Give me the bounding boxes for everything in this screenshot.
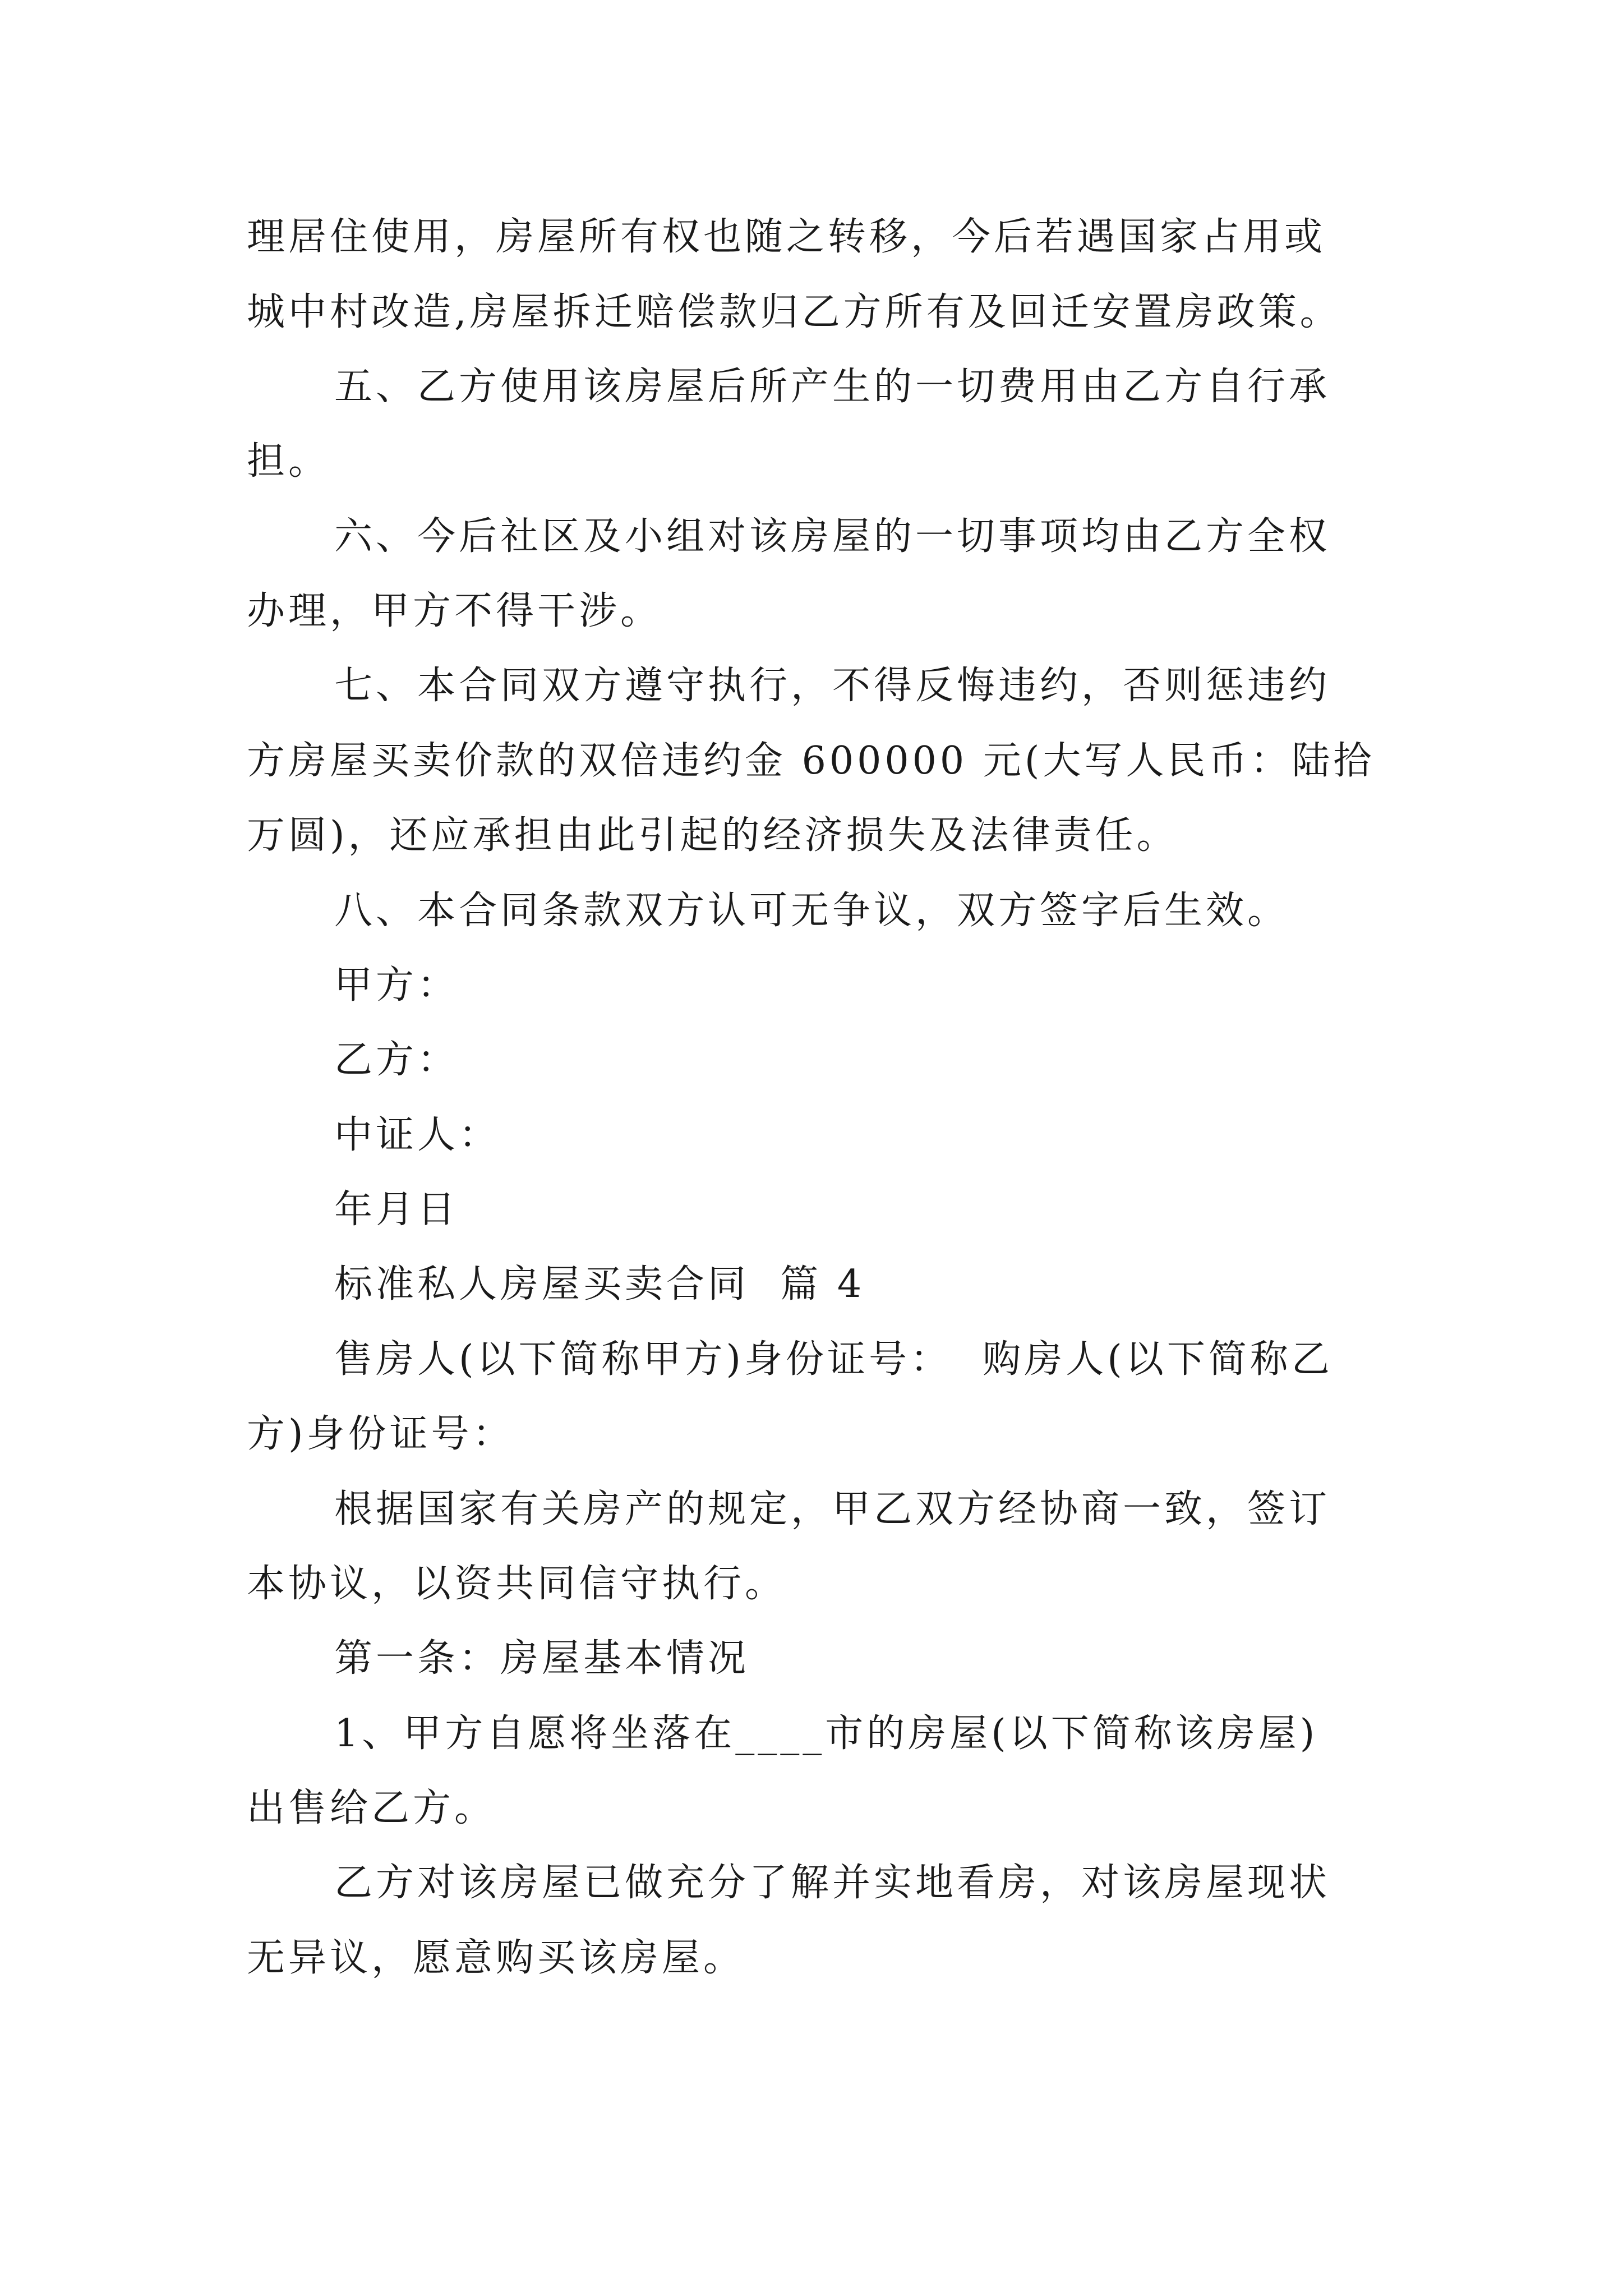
paragraph-line: 无异议，愿意购买该房屋。: [247, 1936, 745, 1980]
paragraph-line: 本协议，以资共同信守执行。: [247, 1562, 787, 1606]
clause-seven: 七、本合同双方遵守执行，不得反悔违约，否则惩违约: [334, 664, 1331, 708]
paragraph-line: 万圆)，还应承担由此引起的经济损失及法律责任。: [247, 813, 1178, 858]
paragraph-line: 城中村改造,房屋拆迁赔偿款归乙方所有及回迁安置房政策。: [247, 290, 1341, 334]
article-one-heading: 第一条：房屋基本情况: [334, 1636, 750, 1681]
paragraph-line: 担。: [247, 439, 330, 484]
preamble-line: 根据国家有关房产的规定，甲乙双方经协商一致，签订: [334, 1487, 1331, 1531]
contract-section-title: 标准私人房屋买卖合同 篇 4: [334, 1262, 865, 1306]
clause-eight: 八、本合同条款双方认可无争议，双方签字后生效。: [334, 889, 1289, 933]
party-b-signature-label: 乙方：: [334, 1038, 459, 1082]
party-a-signature-label: 甲方：: [334, 963, 459, 1007]
clause-five: 五、乙方使用该房屋后所产生的一切费用由乙方自行承: [334, 365, 1331, 409]
item-one-line: 1、甲方自愿将坐落在____市的房屋(以下简称该房屋): [334, 1711, 1318, 1756]
date-label: 年月日: [334, 1188, 459, 1232]
paragraph-line: 理居住使用，房屋所有权也随之转移，今后若遇国家占用或: [247, 215, 1326, 259]
parties-line: 售房人(以下简称甲方)身份证号： 购房人(以下简称乙: [334, 1337, 1333, 1382]
paragraph-line: 方房屋买卖价款的双倍违约金 600000 元(大写人民币：陆拾: [247, 739, 1375, 783]
clause-six: 六、今后社区及小组对该房屋的一切事项均由乙方全权: [334, 514, 1331, 559]
paragraph-line: 方)身份证号：: [247, 1412, 514, 1456]
paragraph-line: 办理，甲方不得干涉。: [247, 589, 662, 633]
paragraph-line: 出售给乙方。: [247, 1786, 496, 1830]
buyer-acknowledgement-line: 乙方对该房屋已做充分了解并实地看房，对该房屋现状: [334, 1861, 1331, 1905]
witness-label: 中证人：: [334, 1113, 501, 1157]
